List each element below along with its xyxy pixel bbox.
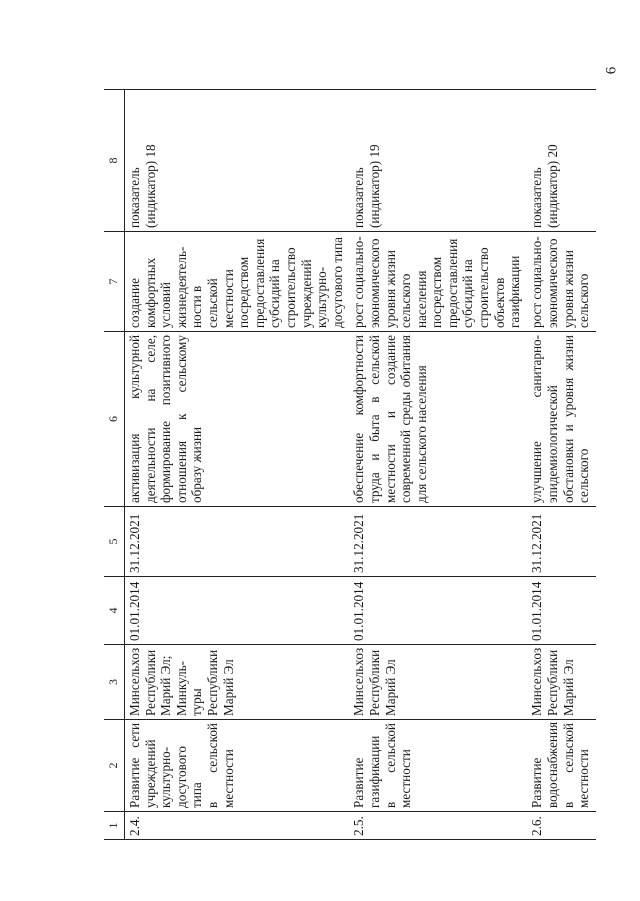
indicator: показатель (индикатор) 18: [125, 90, 350, 232]
start-date: 01.01.2014: [349, 577, 527, 645]
activity-name: Развитие газификации в сельской местности: [349, 720, 527, 812]
expected-result: создание комфортных условий жизнедеятель- ности в сельской местности посредством предоставления субсидий на строительство учреждений культурно- досугового типа: [125, 232, 350, 332]
row-number: 2.5.: [349, 812, 527, 840]
activity-name: Развитие водоснабжения в сельской местности: [527, 720, 595, 812]
column-number: 7: [104, 232, 125, 332]
column-number: 3: [104, 645, 125, 720]
expected-content: активизация культурной деятельности на селе, формирование позитивного отношения к сельскому образу жизни: [125, 332, 350, 507]
executor: Минсельхоз Республики Марий Эл: [527, 645, 595, 720]
expected-result: рост социально- экономического уровня жизни сельского населения посредством предоставления субсидий на строительство объектов газификации: [349, 232, 527, 332]
row-number: 2.4.: [125, 812, 350, 840]
page-number: 6: [603, 66, 620, 75]
rotated-table-container: [104, 90, 592, 840]
table-row: [527, 90, 595, 840]
executor: Минсельхоз Республики Марий Эл; Минкуль- туры Республики Марий Эл: [125, 645, 350, 720]
column-number: 4: [104, 577, 125, 645]
table-row: [125, 90, 350, 840]
table-row: [349, 90, 527, 840]
indicator: показатель (индикатор) 19: [349, 90, 527, 232]
row-number: 2.6.: [527, 812, 595, 840]
expected-result: рост социально- экономического уровня жизни сельского: [527, 232, 595, 332]
indicator: показатель (индикатор) 20: [527, 90, 595, 232]
column-number: 8: [104, 90, 125, 232]
start-date: 01.01.2014: [527, 577, 595, 645]
activity-name: Развитие сети учреждений культурно- досугового типа в сельской местности: [125, 720, 350, 812]
expected-content: обеспечение комфортности труда и быта в сельской местности и создание современной среды обитания для сельского населения: [349, 332, 527, 507]
column-number: 1: [104, 812, 125, 840]
column-number-row: [104, 90, 125, 840]
executor: Минсельхоз Республики Марий Эл: [349, 645, 527, 720]
end-date: 31.12.2021: [527, 507, 595, 577]
end-date: 31.12.2021: [349, 507, 527, 577]
start-date: 01.01.2014: [125, 577, 350, 645]
expected-content: улучшение санитарно-эпидемиологической обстановки и уровня жизни сельского: [527, 332, 595, 507]
column-number: 2: [104, 720, 125, 812]
end-date: 31.12.2021: [125, 507, 350, 577]
column-number: 5: [104, 507, 125, 577]
column-number: 6: [104, 332, 125, 507]
program-activities-table: [104, 89, 596, 840]
